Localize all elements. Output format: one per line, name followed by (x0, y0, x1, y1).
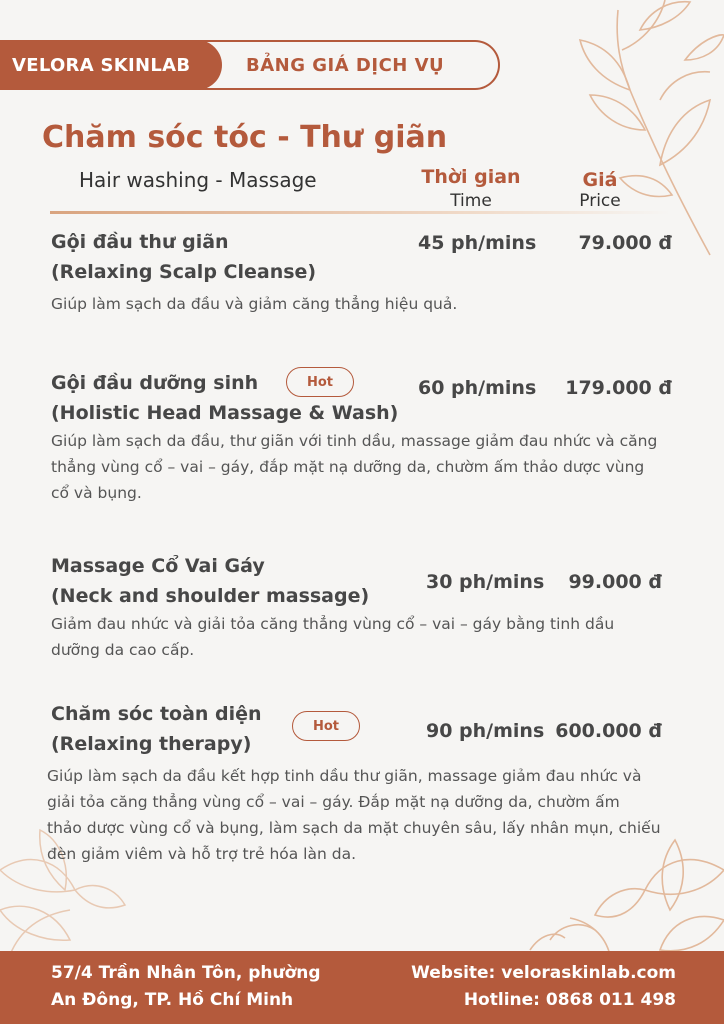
hot-badge: Hot (286, 367, 354, 397)
section-subtitle: Hair washing - Massage (79, 168, 317, 192)
service-name-en: (Neck and shoulder massage) (51, 585, 370, 607)
brand-label: VELORA SKINLAB (0, 40, 222, 90)
service-description-line: giải tỏa căng thẳng vùng cổ – vai – gáy. Đắp mặt nạ dưỡng da, chườm ấm (47, 793, 620, 811)
service-duration: 90 ph/mins (426, 720, 545, 742)
address-line: 57/4 Trần Nhân Tôn, phường (51, 963, 321, 983)
service-duration: 45 ph/mins (418, 232, 537, 254)
website-link[interactable]: Website: veloraskinlab.com (411, 963, 676, 983)
floral-branch-top-right (560, 0, 724, 260)
service-description (51, 291, 671, 317)
header-divider (50, 211, 670, 214)
hot-badge: Hot (292, 711, 360, 741)
service-description-line: đèn giảm viêm và hỗ trợ trẻ hóa làn da. (47, 845, 356, 863)
service-description-line: Giảm đau nhức và giải tỏa căng thẳng vùng cổ – vai – gáy bằng tinh dầu (51, 615, 615, 633)
service-description-line: Giúp làm sạch da đầu và giảm căng thẳng hiệu quả. (51, 295, 458, 313)
footer-contact (411, 960, 676, 1014)
service-duration: 60 ph/mins (418, 377, 537, 399)
service-name-vi: Chăm sóc toàn diện (51, 703, 262, 725)
service-price: 179.000 đ (565, 377, 672, 399)
service-description-line: cổ và bụng. (51, 484, 142, 502)
price-list-title: BẢNG GIÁ DỊCH VỤ (246, 54, 445, 76)
time-column-heading: Thời gian (421, 166, 521, 188)
service-name-en: (Relaxing therapy) (51, 733, 252, 755)
service-description (47, 763, 697, 867)
service-description (51, 611, 691, 663)
price-column-subheading: Price (579, 191, 621, 211)
service-price: 600.000 đ (555, 720, 662, 742)
service-name-en: (Relaxing Scalp Cleanse) (51, 261, 317, 283)
hotline-number[interactable]: Hotline: 0868 011 498 (463, 990, 676, 1010)
service-name-vi: Massage Cổ Vai Gáy (51, 555, 265, 577)
time-column-subheading: Time (450, 191, 492, 211)
footer-bar (0, 951, 724, 1024)
address-line: An Đông, TP. Hồ Chí Minh (51, 990, 294, 1010)
service-description-line: Giúp làm sạch da đầu, thư giãn với tinh dầu, massage giảm đau nhức và căng (51, 432, 658, 450)
service-price: 79.000 đ (578, 232, 672, 254)
service-name-en: (Holistic Head Massage & Wash) (51, 402, 399, 424)
footer-address (51, 960, 321, 1014)
service-description (51, 428, 691, 506)
service-description-line: thẳng vùng cổ – vai – gáy, đắp mặt nạ dưỡng da, chườm ấm thảo dược vùng (51, 458, 645, 476)
service-description-line: thảo dược vùng cổ và bụng, làm sạch da mặt chuyên sâu, lấy nhân mụn, chiếu (47, 819, 661, 837)
service-price: 99.000 đ (568, 571, 662, 593)
service-description-line: Giúp làm sạch da đầu kết hợp tinh dầu thư giãn, massage giảm đau nhức và (47, 767, 642, 785)
service-name-vi: Gội đầu thư giãn (51, 231, 229, 253)
service-description-line: dưỡng da cao cấp. (51, 641, 195, 659)
section-title: Chăm sóc tóc - Thư giãn (42, 120, 448, 155)
service-duration: 30 ph/mins (426, 571, 545, 593)
service-name-vi: Gội đầu dưỡng sinh (51, 372, 259, 394)
price-column-heading: Giá (582, 169, 618, 191)
